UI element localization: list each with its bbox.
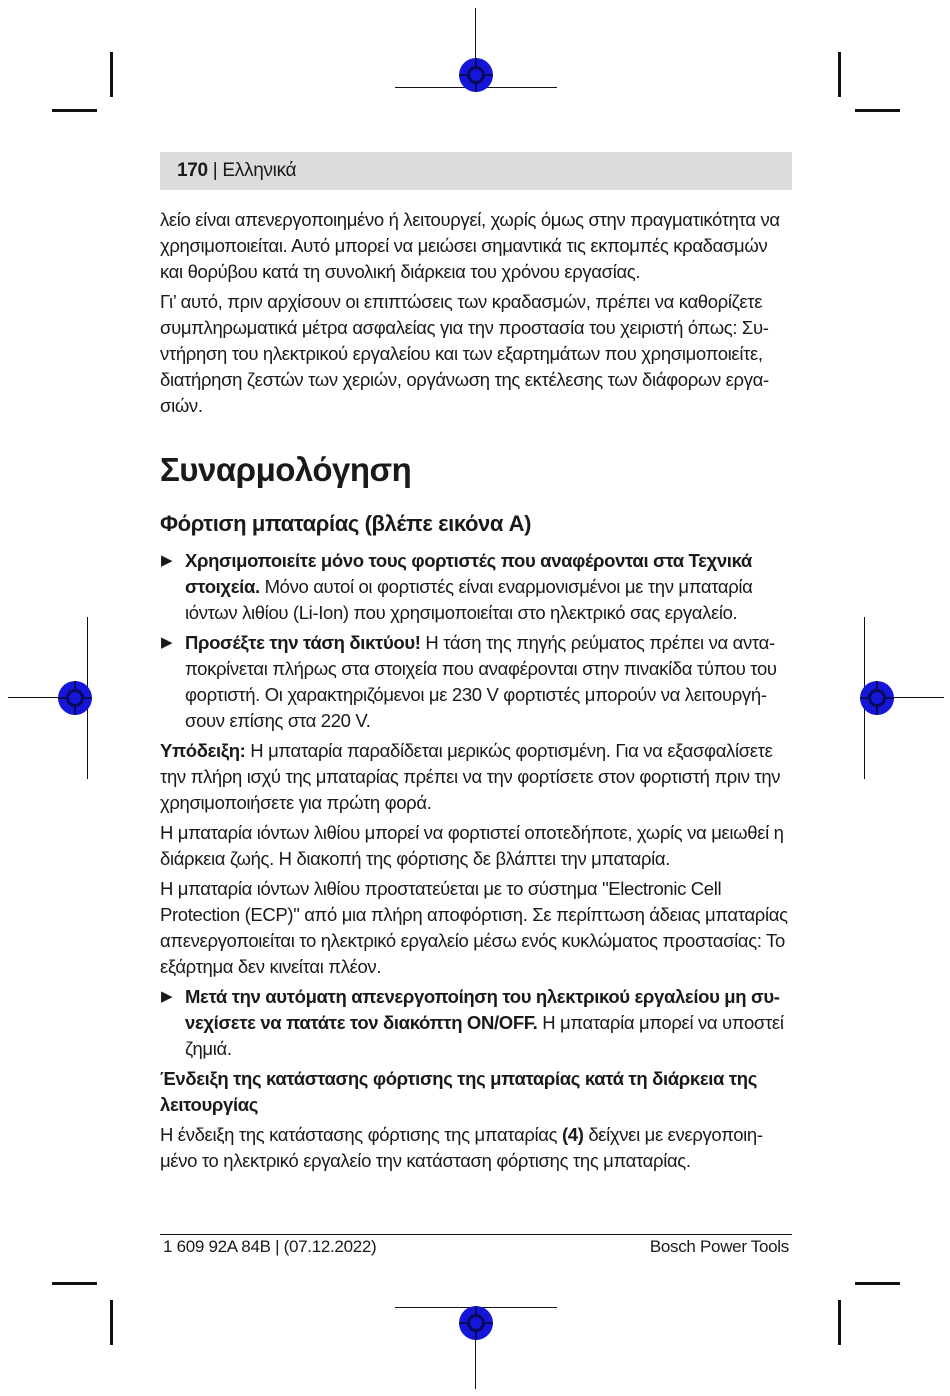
section-subtitle: Φόρτιση μπαταρίας (βλέπε εικόνα A): [160, 511, 532, 536]
crop-mark: [838, 52, 841, 97]
registration-target-icon: [459, 58, 493, 92]
bullet-triangle-icon: ▶: [161, 988, 173, 1005]
bullet-triangle-icon: ▶: [161, 634, 173, 651]
warning-bullet: [160, 984, 792, 1062]
note-label: Υπόδειξη:: [160, 740, 246, 761]
crop-mark: [110, 52, 113, 97]
note-text: Η μπαταρία παραδίδεται μερικώς φορτισμένη. Για να εξασφαλίσετε την πλήρη ισχύ της μπαταρίας πρέπει να την φορτίσετε στον φορτιστή πριν την χρησιμοποιήσετε για πρώτη φορά.: [160, 740, 781, 813]
section-title: Συναρμολόγηση: [160, 451, 412, 488]
bullet-text: Μόνο αυτοί οι φορτιστές είναι εναρμονισμένοι με την μπαταρία ιόντων λιθίου (Li-Ion) που χρησιμοποιείται στο ηλεκτρικό σας εργαλείο.: [185, 576, 753, 623]
crop-mark: [110, 1300, 113, 1345]
paragraph: Η μπαταρία ιόντων λιθίου προστατεύεται με το σύστημα "Electronic Cell Protection (ECP)" από μια πλήρη αποφόρτιση. Σε περίπτωση άδειας μπαταρίας απενεργοποιείται το ηλεκτρικό εργαλείο μέσω ενός κυκλώματος προστασίας: Το εξάρτημα δεν κινείται πλέον.: [160, 878, 788, 977]
note-paragraph: [160, 738, 792, 816]
warning-bullet: [160, 548, 792, 626]
warning-bullet: [160, 630, 792, 734]
header-language: Ελληνικά: [222, 160, 297, 181]
paragraph: Η μπαταρία ιόντων λιθίου μπορεί να φορτιστεί οποτεδήποτε, χωρίς να μειωθεί η διάρκεια ζωής. Η διακοπή της φόρτισης δε βλάπτει την μπαταρία.: [160, 822, 784, 869]
footer-divider: [160, 1234, 792, 1235]
crop-mark: [855, 109, 900, 112]
footer-brand: Bosch Power Tools: [649, 1237, 789, 1256]
header-separator: |: [212, 160, 218, 181]
page-header: [160, 152, 792, 190]
crop-mark: [855, 1282, 900, 1285]
paragraph: λείο είναι απενεργοποιημένο ή λειτουργεί, χωρίς όμως στην πραγματικότητα να χρησιμοποιείται. Αυτό μπορεί να μειώσει σημαντικά τις εκπομπές κραδασμών και θορύβου κατά τη συνολική διάρκεια του χρόνου εργασίας.: [160, 209, 780, 282]
registration-target-icon: [58, 681, 92, 715]
crop-mark: [52, 109, 97, 112]
bullet-bold-text: Χρησιμοποιείτε μόνο τους φορτιστές που αναφέρονται στα Τεχνικά στοιχεία.: [185, 550, 752, 597]
registration-target-icon: [860, 681, 894, 715]
bullet-triangle-icon: ▶: [161, 552, 173, 569]
main-content: [160, 207, 792, 1178]
crop-mark: [838, 1300, 841, 1345]
registration-target-icon: [459, 1306, 493, 1340]
page-number: 170: [177, 160, 208, 181]
figure-reference: (4): [561, 1124, 584, 1145]
paragraph: [160, 1122, 792, 1174]
paragraph-text: Η ένδειξη της κατάστασης φόρτισης της μπαταρίας: [160, 1124, 562, 1145]
bullet-bold-text: Μετά την αυτόματη απενεργοποίηση του ηλεκτρικού εργαλείου μη συνεχίσετε να πατάτε τον διακόπτη ON/OFF.: [185, 986, 780, 1033]
paragraph-text: δείχνει με ενεργοποιημένο το ηλεκτρικό εργαλείο την κατάσταση φόρτισης της μπαταρίας.: [160, 1124, 764, 1171]
crop-mark: [52, 1282, 97, 1285]
bullet-text: Η τάση της πηγής ρεύματος πρέπει να ανταποκρίνεται πλήρως στα στοιχεία που αναφέρονται στην πινακίδα τύπου του φορτιστή. Οι χαρακτηριζόμενοι με 230 V φορτιστές μπορούν να λειτουργήσουν επίσης στα 220 V.: [185, 632, 777, 731]
bullet-bold-text: Προσέξτε την τάση δικτύου!: [185, 632, 421, 653]
footer-document-id: 1 609 92A 84B | (07.12.2022): [163, 1237, 377, 1256]
bullet-text: Η μπαταρία μπορεί να υποστεί ζημιά.: [185, 1012, 784, 1059]
paragraph: Γι’ αυτό, πριν αρχίσουν οι επιπτώσεις των κραδασμών, πρέπει να καθορίζετε συμπληρωματικά μέτρα ασφαλείας για την προστασία του χειριστή όπως: Συντήρηση του ηλεκτρικού εργαλείου και των εξαρτημάτων που χρησιμοποιείτε, διατήρηση ζεστών των χεριών, οργάνωση της εκτέλεσης των διάφορων εργασιών.: [160, 291, 770, 416]
subheading: Ένδειξη της κατάστασης φόρτισης της μπαταρίας κατά τη διάρκεια της λειτουργίας: [160, 1068, 757, 1115]
